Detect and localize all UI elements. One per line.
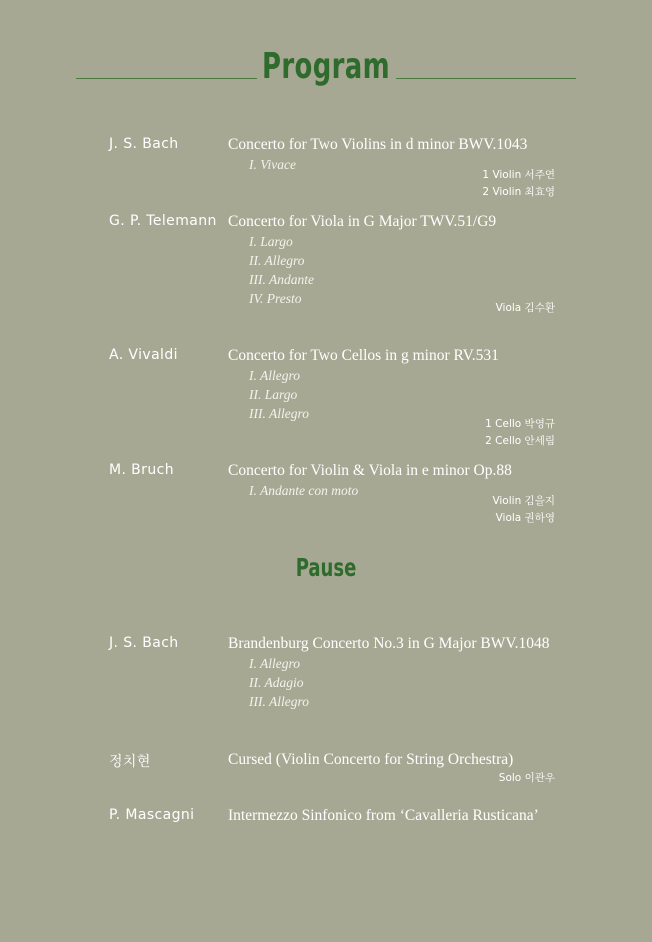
work-title: Concerto for Two Violins in d minor BWV.1043: [228, 136, 528, 153]
work-title: Concerto for Two Cellos in g minor RV.531: [228, 347, 499, 364]
composer-name: 정치현: [109, 754, 151, 770]
composer-name: M. Bruch: [109, 462, 174, 478]
performer-list: [496, 300, 555, 317]
movement: I. Andante con moto: [249, 483, 359, 498]
composer-name: G. P. Telemann: [109, 213, 217, 229]
performer: 1 Cello 박영규: [485, 418, 555, 430]
composer-name: J. S. Bach: [109, 136, 179, 152]
performer-list: [485, 416, 555, 450]
performer: 2 Cello 안세림: [485, 435, 555, 447]
performer: Solo 이관우: [498, 772, 555, 784]
movement: II. Allegro: [249, 253, 305, 268]
performer: 2 Violin 최효영: [482, 186, 555, 198]
work-title: Concerto for Viola in G Major TWV.51/G9: [228, 213, 497, 230]
movement: III. Allegro: [249, 694, 309, 709]
movement: II. Largo: [249, 387, 298, 402]
movement-list: [249, 366, 309, 423]
performer-list: [492, 493, 555, 527]
movement: IV. Presto: [249, 291, 302, 306]
performer-list: [482, 167, 555, 201]
movement-list: [249, 155, 296, 174]
composer-name: P. Mascagni: [109, 807, 195, 823]
movement: II. Adagio: [249, 675, 304, 690]
movement-list: [249, 654, 309, 711]
movement-list: [249, 232, 314, 308]
intermission-label: Pause: [295, 553, 357, 582]
work-title: Concerto for Violin & Viola in e minor Op.88: [228, 462, 512, 479]
movement: I. Allegro: [249, 656, 300, 671]
movement-list: [249, 481, 358, 500]
movement: III. Allegro: [249, 406, 309, 421]
movement: I. Vivace: [249, 157, 296, 172]
performer: 1 Violin 서주연: [482, 169, 555, 181]
page-title: Program: [262, 46, 390, 87]
work-title: Cursed (Violin Concerto for String Orchestra): [228, 751, 514, 768]
work-title: Brandenburg Concerto No.3 in G Major BWV.1048: [228, 635, 550, 652]
composer-name: A. Vivaldi: [109, 347, 178, 363]
performer: Viola 김수환: [495, 302, 555, 314]
program-header: [0, 40, 652, 100]
composer-name: J. S. Bach: [109, 635, 179, 651]
movement: III. Andante: [249, 272, 314, 287]
work-title: Intermezzo Sinfonico from ‘Cavalleria Rusticana’: [228, 807, 539, 824]
performer: Viola 권하영: [495, 512, 555, 524]
movement: I. Largo: [249, 234, 293, 249]
header-rule-right: [396, 78, 576, 79]
movement: I. Allegro: [249, 368, 300, 383]
performer: Violin 김을지: [492, 495, 555, 507]
performer-list: [499, 770, 555, 787]
